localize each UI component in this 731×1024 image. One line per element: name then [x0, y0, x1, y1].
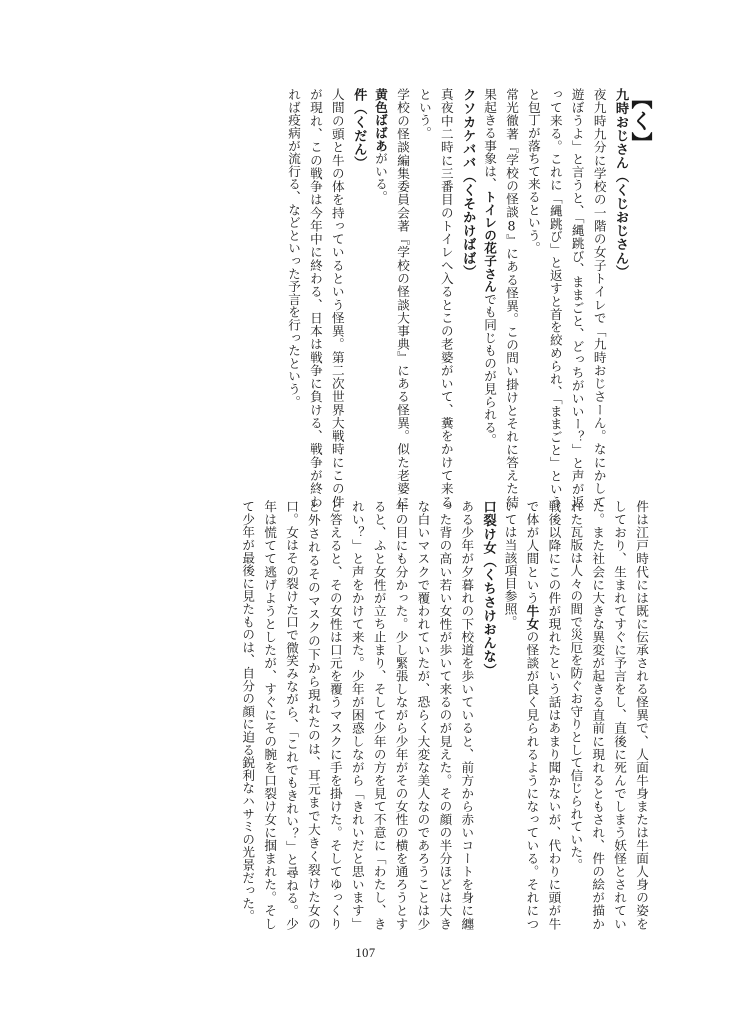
entry-kuchisake-onna: [236, 500, 498, 930]
entry-kuji-ojisan: [478, 88, 631, 508]
top-column-flow: [282, 88, 652, 508]
entry-body-kudan-continued: 件は江戸時代には既に伝承される怪異で、人面牛身または牛面人身の姿をしており、生まれてすぐに予言をし、直後に死んでしまう妖怪とされていた。また社会に大きな異変が起きる直前に現れるともされ、件の絵が描かれた瓦版は人々の間で災厄を防ぐお守りとして信じられていた。: [568, 500, 649, 930]
entry-kusokakebaba: [369, 88, 478, 508]
entry-kudan-continued: [499, 500, 652, 930]
bottom-text-block: [107, 500, 652, 930]
entry-term-kuji-ojisan: 九時おじさん（くじおじさん）: [613, 88, 628, 279]
entry-body-kusokakebaba: 真夜中二時に三番目のトイレへ入るとこの老婆がいて、糞をかけて来るという。: [416, 88, 454, 508]
entry-term-kusokakebaba: クソカケババ（くそかけばば）: [460, 88, 476, 279]
emphasized-term: 黄色ばばあ: [373, 88, 389, 152]
entry-term-kudan: 件（くだん）: [351, 88, 367, 170]
entry-source-note-kusokakebaba: 学校の怪談編集委員会著『学校の怪談大事典』にある怪異。似た老婆に黄色ばばあがいる。: [373, 88, 410, 508]
entry-body-kuji-ojisan: 夜九時九分に学校の一階の女子トイレで「九時おじさーん。なにかして遊ぼうよ」と言うと、「縄跳び、ままごと、どっちがいいー？」と声が返って来る。これに「縄跳び」と返すと首を絞められ、「ままごと」というと包丁が落ちて来るという。: [525, 88, 607, 508]
entry-kudan: [282, 88, 369, 508]
entry-body-kudan-postwar: 戦後以降にこの件が現れたという話はあまり聞かないが、代わりに頭が牛で体が人間という牛女の怪談が良く見られるようになっている。それについては当該項目参照。: [502, 500, 562, 930]
entry-source-note-kuji-ojisan: 常光徹著『学校の怪談8』にある怪異。この問い掛けとそれに答えた結果起きる事象は、トイレの花子さんでも同じものが見られる。: [482, 88, 519, 508]
bottom-column-flow: [236, 500, 652, 930]
entry-body-kuchisake-onna: ある少年が夕暮れの下校道を歩いていると、前方から赤いコートを身に纏った背の高い若い女性が歩いて来るのが見えた。その顔の半分ほどは大きな白いマスクで覆われていたが、恐らく大変な美人なのであろうことは少年の目にも分かった。少し緊張しながら少年がその女性の横を通ろうとすると、ふと女性が立ち止まり、そして少年の方を見て不意に「わたし、きれい？」と声をかけて来た。少年が困惑しながら「きれいだと思います」と答えると、その女性は口元を覆うマスクに手を掛けた。そしてゆっくりと外されるそのマスクの下から現れたのは、耳元まで大きく裂けた女の口。女はその裂けた口で微笑みながら、「これでもきれい？」と尋ねる。少年は慌てて逃げようとしたが、すぐにその腕を口裂け女に掴まれた。そして少年が最後に見たものは、自分の顔に迫る鋭利なハサミの光景だった。: [240, 500, 475, 930]
entry-term-kuchisake-onna: 口裂け女（くちさけおんな）: [480, 500, 496, 677]
top-text-block: [107, 88, 652, 508]
page-number: 107: [355, 946, 376, 960]
section-letter-heading: 【く】: [629, 88, 654, 154]
entry-body-kudan: 人間の頭と牛の体を持っているという怪異。第二次世界大戦時にこの件が現れ、この戦争は今年中に終わる、日本は戦争に負ける、戦争が終われば疫病が流行る、などといった予言を行ったという。: [286, 88, 345, 508]
emphasized-term: トイレの花子さん: [482, 190, 498, 293]
emphasized-term: 牛女: [524, 604, 540, 631]
